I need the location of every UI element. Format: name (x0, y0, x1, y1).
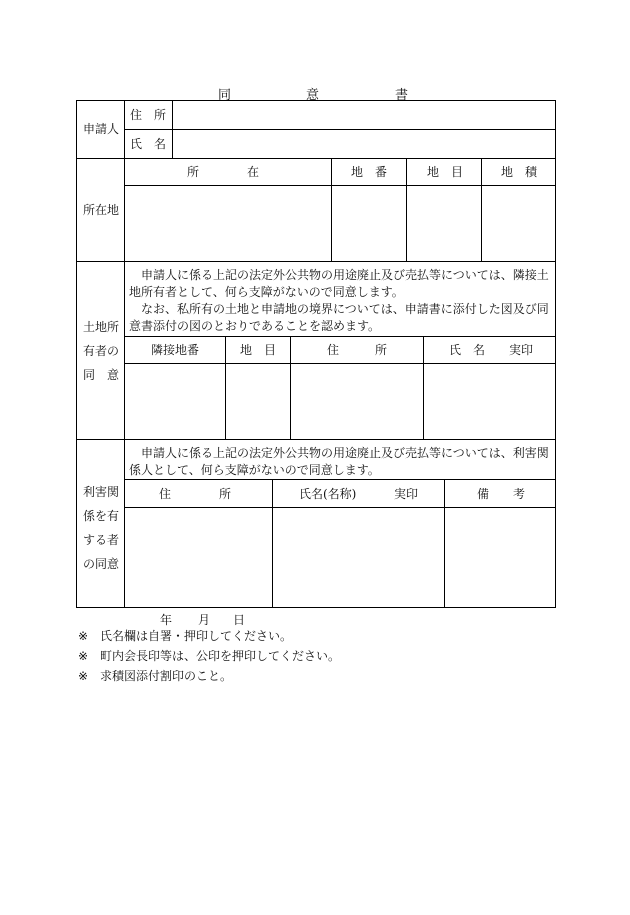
date-year-label: 年 (160, 613, 173, 627)
stakeholder-address-col-header: 住 所 (159, 487, 232, 501)
title-char-2: 意 (306, 88, 320, 103)
landowner-text-divider (124, 336, 556, 337)
chimoku-field[interactable] (407, 186, 481, 261)
note-mark: ※ (78, 649, 89, 663)
stakeholder-label-line-4: の同意 (83, 557, 120, 571)
note-mark: ※ (78, 629, 89, 643)
section-divider-3 (77, 439, 556, 440)
landowner-chimoku-col-header: 地 目 (240, 343, 277, 357)
stakeholder-text-divider (124, 479, 556, 480)
applicant-name-label: 氏 名 (130, 137, 167, 151)
landowner-label-line-2: 有者の (83, 344, 120, 358)
note-text: 氏名欄は自署・押印してください。 (100, 629, 293, 643)
stakeholder-consent-text: 申請人に係る上記の法定外公共物の用途廃止及び売払等については、利害関係人として、何ら支障がないので同意します。 (129, 446, 549, 477)
stakeholder-label-line-3: する者 (83, 533, 120, 547)
landowner-label-line-3: 同 意 (83, 368, 120, 382)
chiban-col-header: 地 番 (351, 165, 388, 179)
landowner-boundary-text: なお、私所有の土地と申請地の境界については、申請書に添付した図及び同意書添付の図のとおりであることを認めます。 (129, 302, 549, 333)
stakeholder-address-field[interactable] (125, 508, 272, 608)
applicant-address-field[interactable] (173, 101, 556, 129)
note-text: 町内会長印等は、公印を押印してください。 (100, 649, 341, 663)
landowner-seal-col-header: 実印 (509, 343, 534, 357)
date-month-label: 月 (198, 613, 211, 627)
note-mark: ※ (78, 669, 89, 683)
document-title (0, 84, 630, 103)
date-day-label: 日 (233, 613, 246, 627)
adjacent-chiban-field[interactable] (125, 364, 225, 439)
area-col-header: 地 積 (501, 165, 538, 179)
landowner-consent-text: 申請人に係る上記の法定外公共物の用途廃止及び売払等については、隣接土地所有者として、何ら支障がないので同意します。 (129, 268, 549, 299)
stakeholder-remarks-field[interactable] (445, 508, 556, 608)
landowner-name-col-header: 氏 名 (449, 343, 486, 357)
stakeholder-name-seal-field[interactable] (273, 508, 444, 608)
location-col-header: 所 在 (187, 165, 260, 179)
applicant-address-label: 住 所 (130, 108, 167, 122)
section-divider-2 (77, 261, 556, 262)
area-field[interactable] (482, 186, 556, 261)
landowner-label-line-1: 土地所 (83, 320, 120, 334)
stakeholder-seal-col-header: 実印 (394, 487, 419, 501)
chimoku-col-header: 地 目 (427, 165, 464, 179)
title-char-1: 同 (218, 88, 232, 103)
consent-form-table (76, 100, 556, 608)
location-field[interactable] (125, 186, 331, 261)
stakeholder-label-line-2: 係を有 (83, 509, 120, 523)
stakeholder-remarks-col-header: 備 考 (477, 487, 526, 501)
landowner-address-col-header: 住 所 (327, 343, 388, 357)
adjacent-chiban-col-header: 隣接地番 (151, 343, 200, 357)
landowner-address-field[interactable] (291, 364, 423, 439)
applicant-name-field[interactable] (173, 130, 556, 158)
stakeholder-name-col-header: 氏名(名称) (299, 487, 357, 501)
landowner-chimoku-field[interactable] (226, 364, 290, 439)
note-text: 求積図添付割印のこと。 (100, 669, 233, 683)
stakeholder-label-line-1: 利害関 (83, 485, 120, 499)
section-divider-1 (77, 158, 556, 159)
landowner-name-seal-field[interactable] (424, 364, 556, 439)
chiban-field[interactable] (332, 186, 406, 261)
location-label: 所在地 (83, 203, 120, 217)
applicant-label: 申請人 (83, 122, 120, 136)
title-char-3: 書 (395, 88, 409, 103)
